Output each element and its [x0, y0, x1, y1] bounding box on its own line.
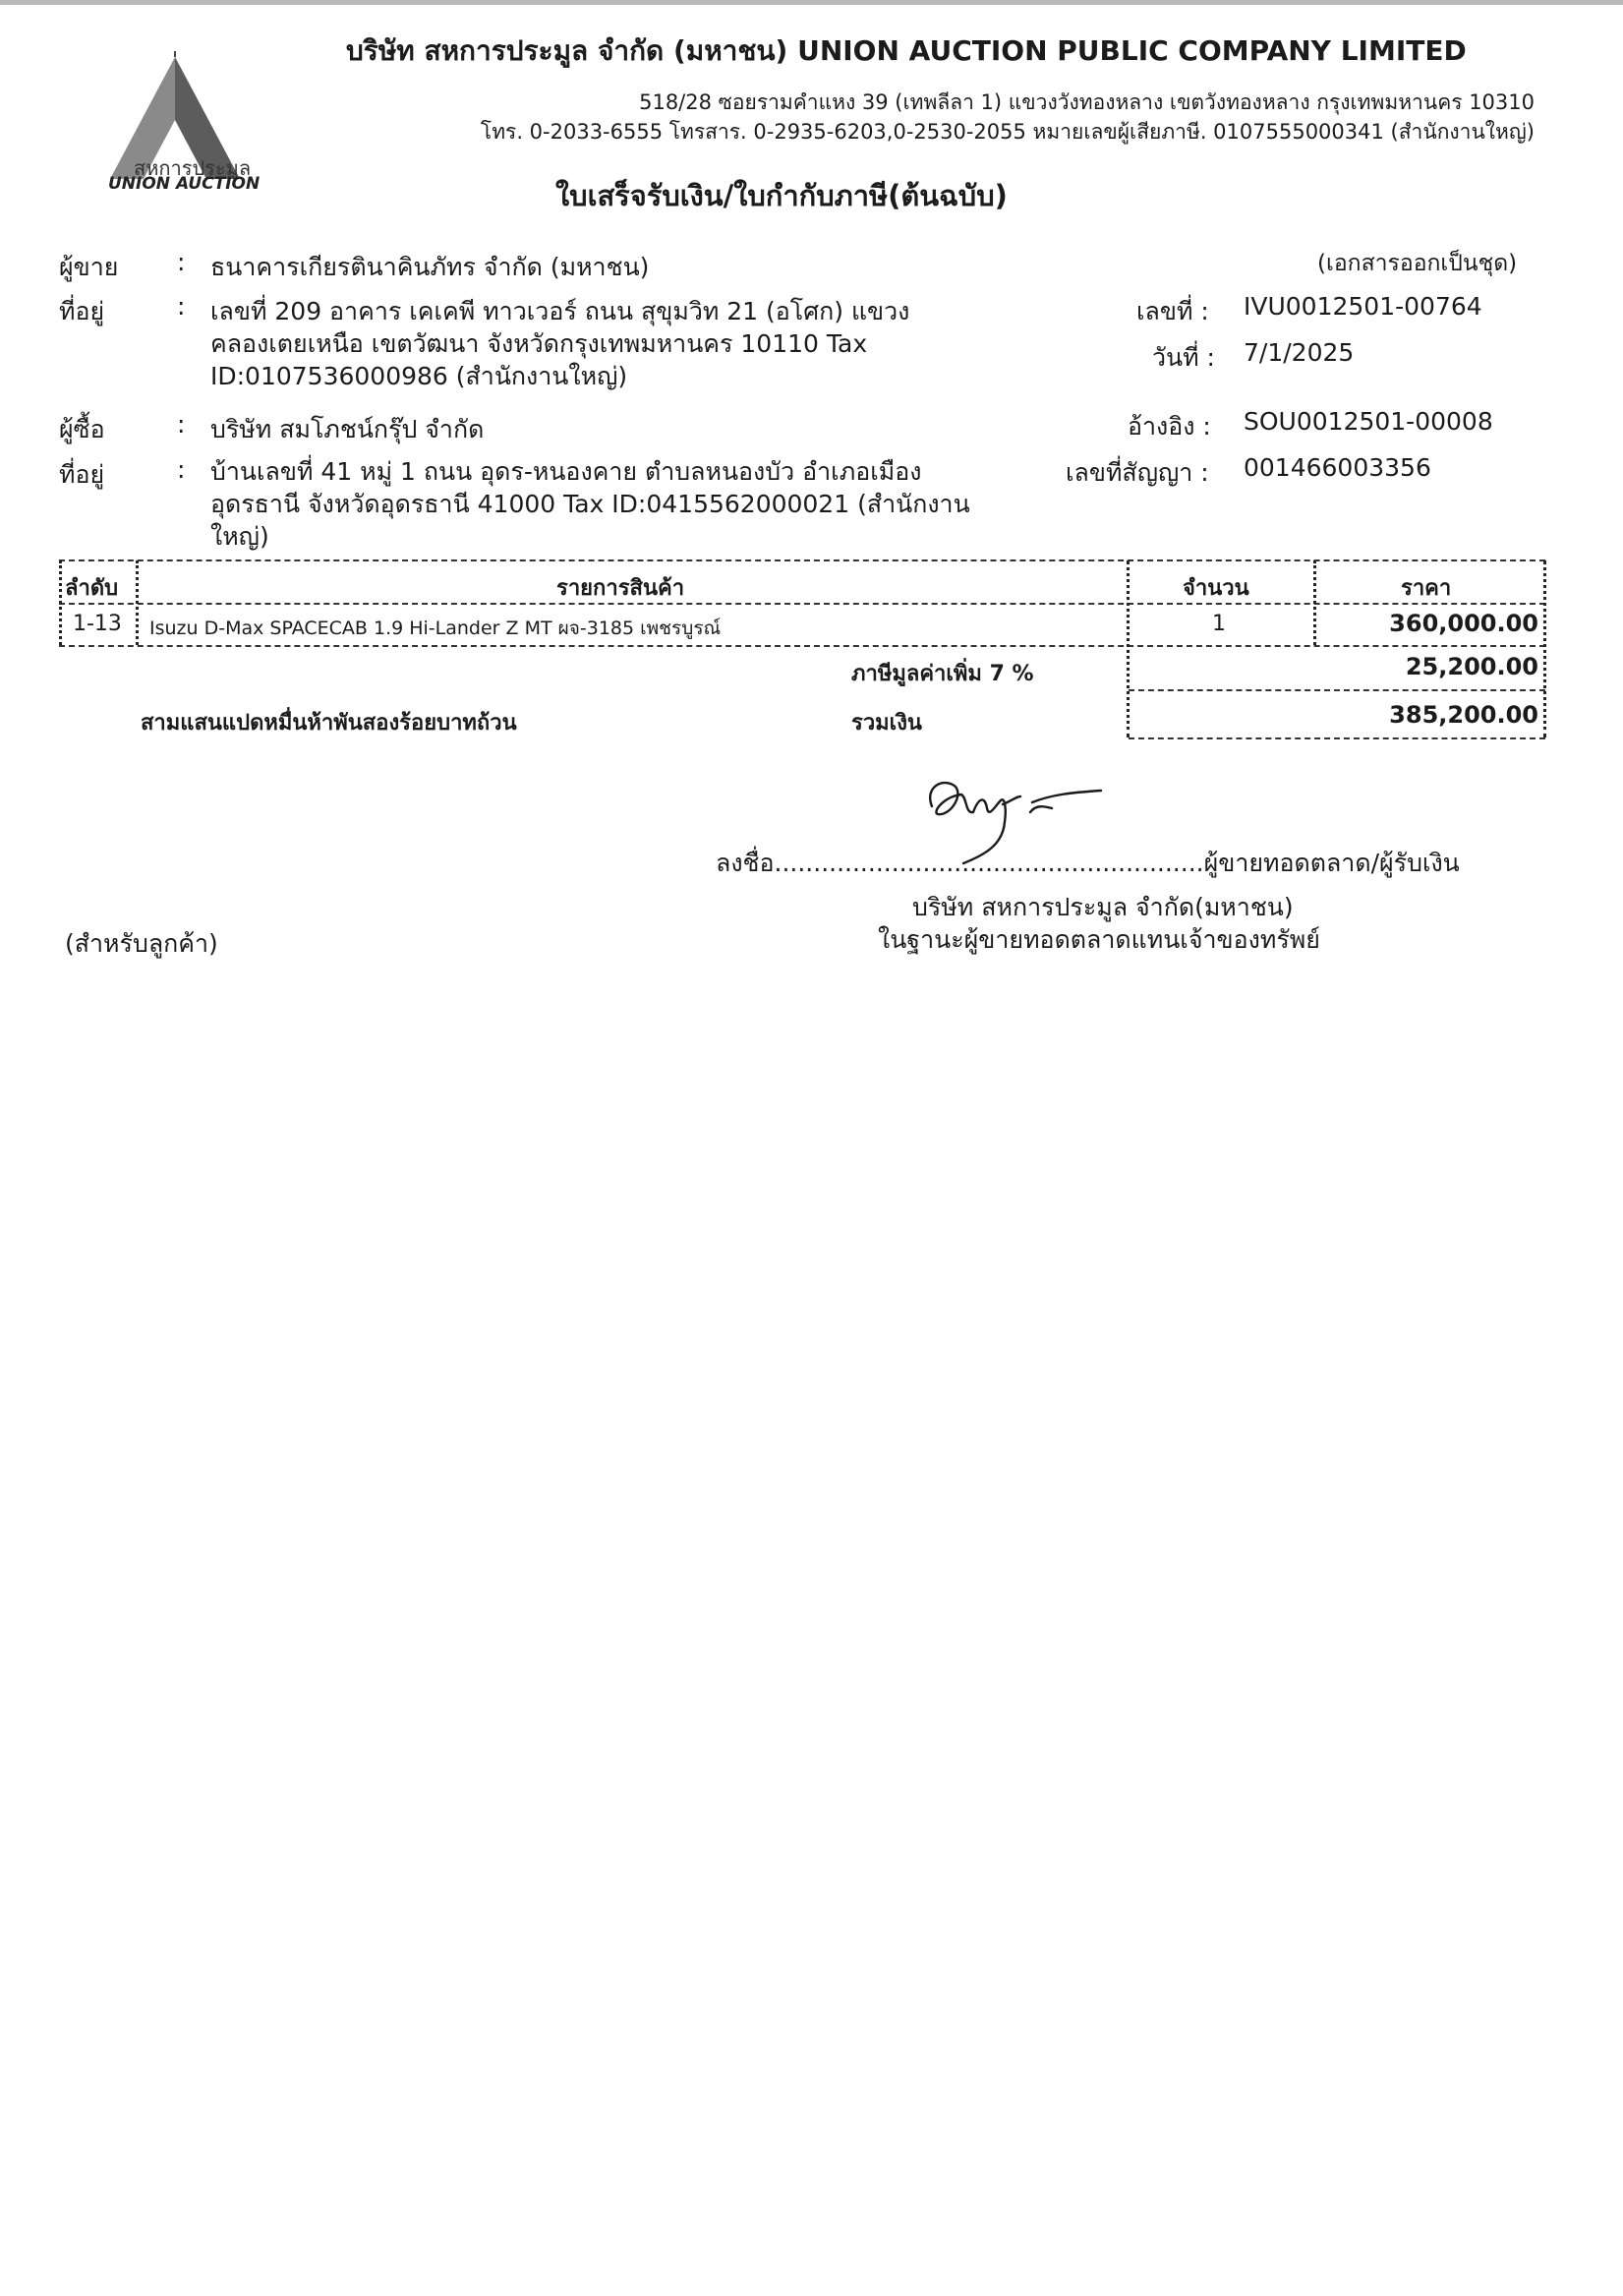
buyer-label: ผู้ซื้อ: [59, 415, 105, 443]
header-item: รายการสินค้า: [556, 576, 685, 601]
seller-address-colon: :: [177, 292, 186, 321]
vat-label: ภาษีมูลค่าเพิ่ม 7 %: [851, 662, 1034, 686]
buyer-address-line: อุดรธานี จังหวัดอุดรธานี 41000 Tax ID:0415562000021 (สำนักงาน: [210, 490, 970, 518]
buyer-address-line: บ้านเลขที่ 41 หมู่ 1 ถนน อุดร-หนองคาย ตำบลหนองบัว อำเภอเมือง: [210, 457, 922, 486]
vat-amount: 25,200.00: [1405, 653, 1538, 680]
customer-copy-note: (สำหรับลูกค้า): [65, 929, 218, 958]
table-rule: [59, 603, 1545, 605]
document-set-note: (เอกสารออกเป็นชุด): [1317, 251, 1518, 276]
header-no: ลำดับ: [65, 576, 119, 601]
signature-line: ลงชื่อ.......................................................ผู้ขายทอดตลาด/ผู้รับเงิน: [716, 849, 1460, 877]
buyer-colon: :: [177, 410, 186, 439]
seller-colon: :: [177, 248, 186, 276]
row-price: 360,000.00: [1389, 610, 1538, 637]
table-rule: [1313, 560, 1316, 645]
contract-label: เลขที่สัญญา :: [1066, 458, 1209, 487]
seller-name: ธนาคารเกียรตินาคินภัทร จำกัด (มหาชน): [210, 253, 650, 281]
seller-label: ผู้ขาย: [59, 253, 119, 281]
table-rule: [1129, 689, 1545, 691]
invoice-number: IVU0012501-00764: [1244, 292, 1482, 321]
company-contact: โทร. 0-2033-6555 โทรสาร. 0-2935-6203,0-2530-2055 หมายเลขผู้เสียภาษี. 0107555000341 (สำนักงานใหญ่): [480, 120, 1535, 144]
buyer-address-line: ใหญ่): [210, 522, 269, 551]
total-label: รวมเงิน: [851, 711, 922, 736]
buyer-address-colon: :: [177, 455, 186, 484]
company-address: 518/28 ซอยรามคำแหง 39 (เทพลีลา 1) แขวงวังทองหลาง เขตวังทองหลาง กรุงเทพมหานคร 10310: [639, 90, 1535, 114]
seller-address-line: ID:0107536000986 (สำนักงานใหญ่): [210, 362, 628, 390]
scan-top-edge: [0, 0, 1623, 5]
seller-address-label: ที่อยู่: [59, 297, 105, 325]
table-rule: [136, 560, 139, 645]
reference-label: อ้างอิง :: [1128, 412, 1211, 441]
table-rule: [59, 645, 1545, 647]
signature-company: บริษัท สหการประมูล จำกัด(มหาชน): [912, 893, 1294, 921]
row-qty: 1: [1212, 612, 1226, 636]
company-name: บริษัท สหการประมูล จำกัด (มหาชน) UNION AUCTION PUBLIC COMPANY LIMITED: [346, 34, 1467, 67]
logo-english-text: UNION AUCTION: [108, 174, 261, 194]
total-amount: 385,200.00: [1389, 701, 1538, 729]
amount-in-words: สามแสนแปดหมื่นห้าพันสองร้อยบาทถ้วน: [141, 711, 517, 736]
contract-number: 001466003356: [1244, 453, 1431, 482]
seller-address-line: คลองเตยเหนือ เขตวัฒนา จังหวัดกรุงเทพมหานคร 10110 Tax: [210, 329, 868, 358]
table-rule: [59, 559, 1545, 561]
signature-role: ในฐานะผู้ขายทอดตลาดแทนเจ้าของทรัพย์: [878, 925, 1320, 954]
row-item: Isuzu D-Max SPACECAB 1.9 Hi-Lander Z MT ผจ-3185 เพชรบูรณ์: [149, 618, 722, 639]
table-rule: [59, 560, 62, 645]
invoice-date-label: วันที่ :: [1152, 343, 1215, 372]
table-rule: [1543, 560, 1546, 737]
buyer-address-label: ที่อยู่: [59, 460, 105, 489]
reference-number: SOU0012501-00008: [1244, 407, 1493, 436]
seller-address-line: เลขที่ 209 อาคาร เคเคพี ทาวเวอร์ ถนน สุขุมวิท 21 (อโศก) แขวง: [210, 297, 910, 325]
document-title: ใบเสร็จรับเงิน/ใบกำกับภาษี(ต้นฉบับ): [555, 179, 1008, 212]
invoice-number-label: เลขที่ :: [1136, 297, 1209, 325]
header-price: ราคา: [1401, 576, 1452, 601]
table-rule: [1127, 560, 1130, 737]
header-qty: จำนวน: [1183, 576, 1249, 601]
logo-thai-text: สหการประมูล: [134, 156, 252, 180]
row-number: 1-13: [73, 612, 122, 636]
invoice-date: 7/1/2025: [1244, 338, 1355, 367]
buyer-name: บริษัท สมโภชน์กรุ๊ป จำกัด: [210, 415, 485, 443]
table-rule: [1129, 737, 1545, 739]
